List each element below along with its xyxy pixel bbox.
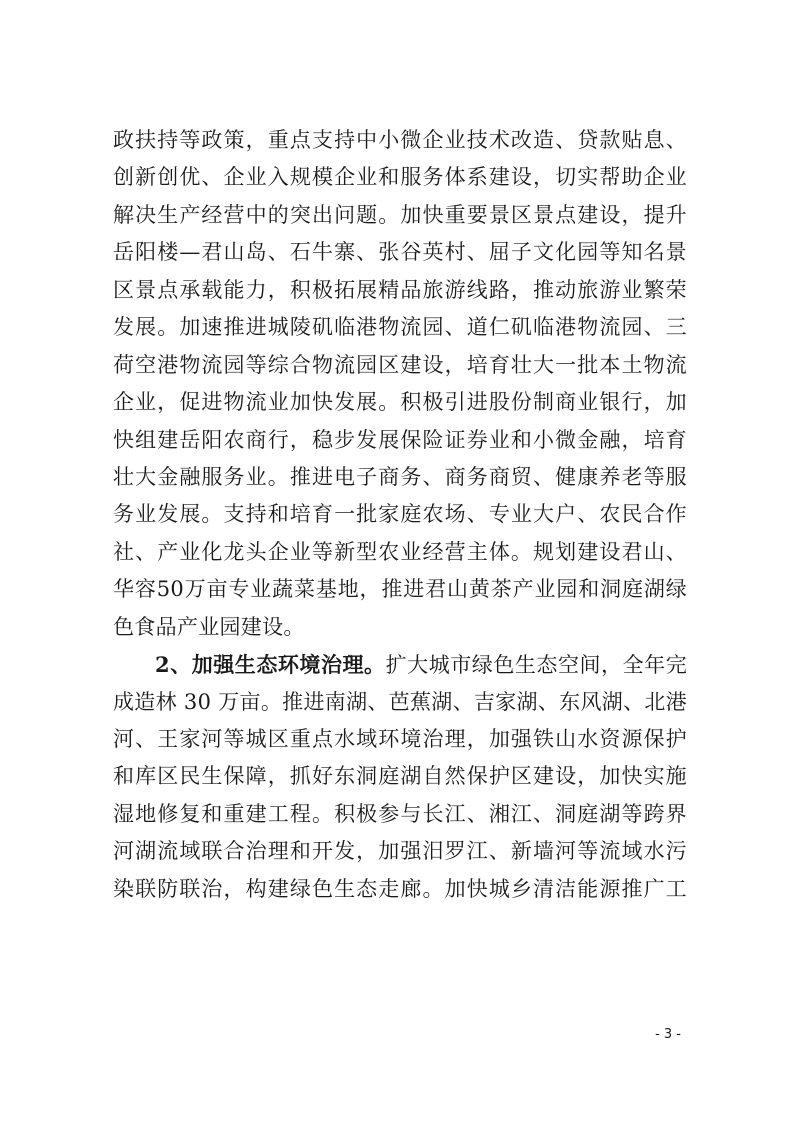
text-line: 荷空港物流园等综合物流园区建设，培育壮大一批本土物流 [113, 352, 687, 377]
section-heading-rest: 扩大城市绿色生态空间，全年完 [385, 653, 687, 678]
text-line: 创新创优、企业入规模企业和服务体系建设，切实帮助企业 [113, 165, 687, 190]
text-line: 快组建岳阳农商行，稳步发展保险证券业和小微金融，培育 [113, 427, 687, 452]
text-line: 色食品产业园建设。 [113, 614, 305, 639]
text-line: 政扶持等政策，重点支持中小微企业技术改造、贷款贴息、 [113, 128, 687, 152]
section-heading: 2、加强生态环境治理。 [155, 652, 386, 678]
text-line: 湿地修复和重建工程。积极参与长江、湘江、洞庭湖等跨界 [113, 801, 687, 826]
page-number: - 3 - [655, 1027, 681, 1042]
text-line: 企业，促进物流业加快发展。积极引进股份制商业银行，加 [113, 390, 687, 415]
body-text [113, 122, 687, 908]
paragraph-ecological-governance [113, 646, 687, 908]
text-line: 社、产业化龙头企业等新型农业经营主体。规划建设君山、 [113, 539, 687, 564]
text-line: 壮大金融服务业。推进电子商务、商务商贸、健康养老等服 [113, 464, 687, 489]
text-line: 务业发展。支持和培育一批家庭农场、专业大户、农民合作 [113, 502, 687, 527]
text-line: 成造林 30 万亩。推进南湖、芭蕉湖、吉家湖、东风湖、北港 [113, 689, 687, 714]
text-line: 解决生产经营中的突出问题。加快重要景区景点建设，提升 [113, 202, 687, 227]
section-first-line [113, 646, 687, 683]
text-line: 华容50万亩专业蔬菜基地，推进君山黄茶产业园和洞庭湖绿 [113, 577, 687, 602]
text-line: 岳阳楼—君山岛、石牛寨、张谷英村、屈子文化园等知名景 [113, 240, 687, 265]
text-line: 河湖流域联合治理和开发，加强汨罗江、新墙河等流域水污 [113, 839, 687, 864]
text-line: 河、王家河等城区重点水域环境治理，加强铁山水资源保护 [113, 727, 687, 751]
paragraph-services-development [113, 122, 687, 646]
text-line: 和库区民生保障，抓好东洞庭湖自然保护区建设，加快实施 [113, 764, 687, 789]
text-line: 发展。加速推进城陵矶临港物流园、道仁矶临港物流园、三 [113, 315, 687, 340]
text-line: 染联防联治，构建绿色生态走廊。加快城乡清洁能源推广工 [113, 876, 687, 901]
text-line: 区景点承载能力，积极拓展精品旅游线路，推动旅游业繁荣 [113, 277, 687, 302]
